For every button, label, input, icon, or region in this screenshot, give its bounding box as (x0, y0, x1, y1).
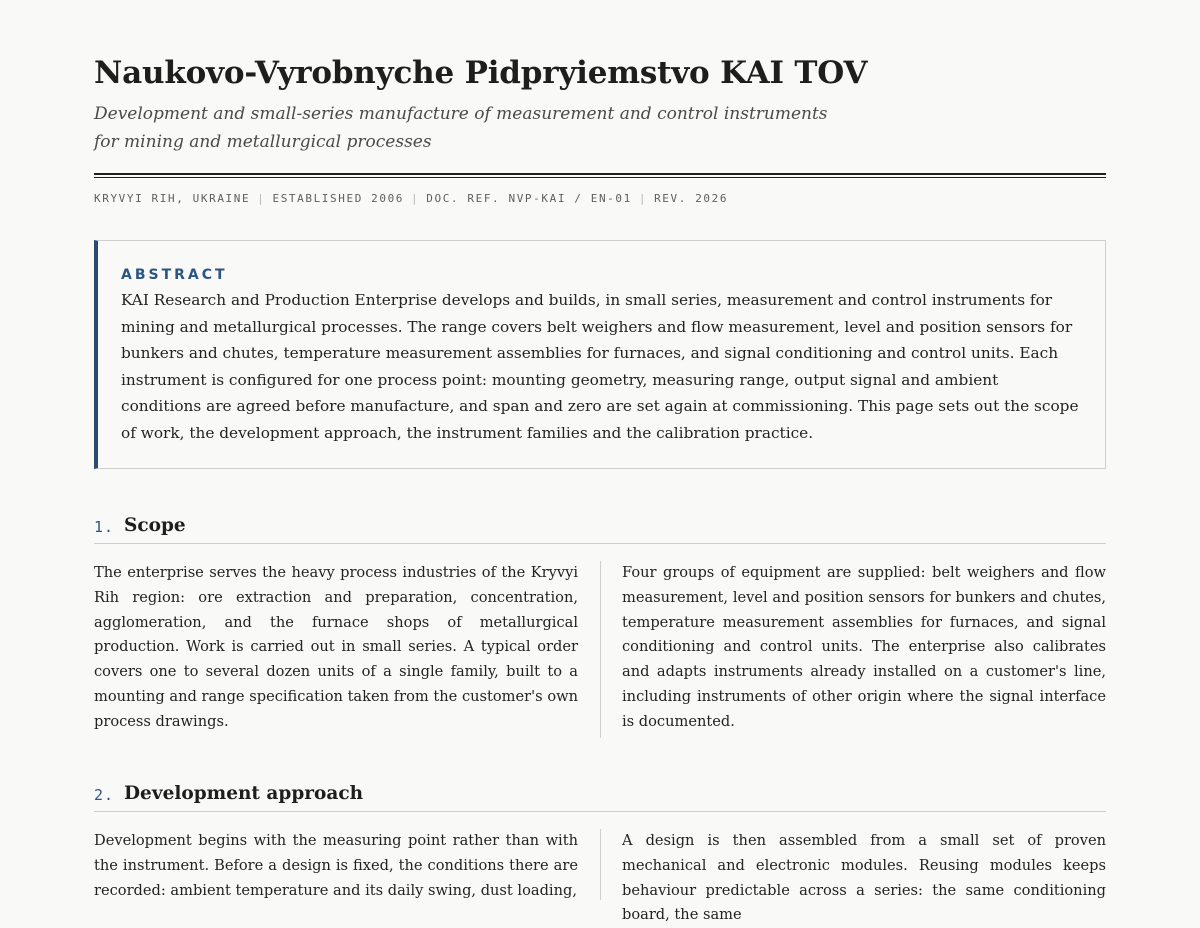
section-title: Scope (124, 515, 186, 536)
meta-separator: | (257, 192, 266, 205)
abstract-text: KAI Research and Production Enterprise develops and builds, in small series, measurement and control instruments for mining and metallurgical processes. The range covers belt weighers and flow measurement, level and position sensors for bunkers and chutes, temperature measurement assemblies for furnaces, and signal conditioning and control units. Each instrument is configured for one process point: mounting geometry, measuring range, output signal and ambient conditions are agreed before manufacture, and span and zero are set again at commissioning. This page sets out the scope of work, the development approach, the instrument families and the calibration practice. (121, 291, 1079, 442)
column-divider (600, 561, 601, 738)
section-number: 1. (94, 518, 115, 536)
section-number: 2. (94, 786, 115, 804)
section-heading-scope (94, 510, 1106, 544)
abstract-box (94, 240, 1106, 469)
meta-separator: | (638, 192, 648, 205)
document-meta-line (94, 190, 1106, 208)
section-heading-development-approach (94, 778, 1106, 812)
scope-right-column: Four groups of equipment are supplied: belt weighers and flow measurement, level and position sensors for bunkers and chutes, temperature measurement assemblies for furnaces, and signal conditioning and control units. The enterprise also calibrates and adapts instruments already installed on a customer's line, including instruments of other origin where the signal interface is documented. (622, 564, 1106, 730)
header-rule-thick (94, 173, 1106, 175)
meta-separator: | (411, 192, 420, 205)
development-right-column: A design is then assembled from a small set of proven mechanical and electronic modules. Reusing modules keeps behaviour predictable across a series: the same conditioning board, the same (622, 832, 1106, 924)
scope-left-column: The enterprise serves the heavy process industries of the Kryvyi Rih region: ore extraction and preparation, concentration, agglomeration, and the furnace shops of metallurgical production. Work is carried out in small series. A typical order covers one to several dozen units of a single family, built to a mounting and range specification taken from the customer's own process drawings. (94, 564, 578, 730)
section-title: Development approach (124, 783, 364, 804)
document-title: Naukovo-Vyrobnyche Pidpryiemstvo KAI TOV (94, 55, 868, 91)
column-divider (600, 829, 601, 900)
meta-established: ESTABLISHED 2006 (272, 192, 405, 205)
header-rule-thin (94, 177, 1106, 178)
abstract-label: ABSTRACT (121, 267, 228, 283)
document-subtitle: Development and small-series manufacture of measurement and control instruments for mining and metallurgical processes (94, 104, 828, 152)
meta-revision: REV. 2026 (654, 192, 729, 205)
meta-doc-ref: DOC. REF. NVP-KAI / EN-01 (426, 192, 632, 205)
meta-location: KRYVYI RIH, UKRAINE (94, 192, 251, 205)
development-left-column: Development begins with the measuring point rather than with the instrument. Before a design is fixed, the conditions there are recorded: ambient temperature and its daily swing, dust loading, (94, 832, 578, 899)
